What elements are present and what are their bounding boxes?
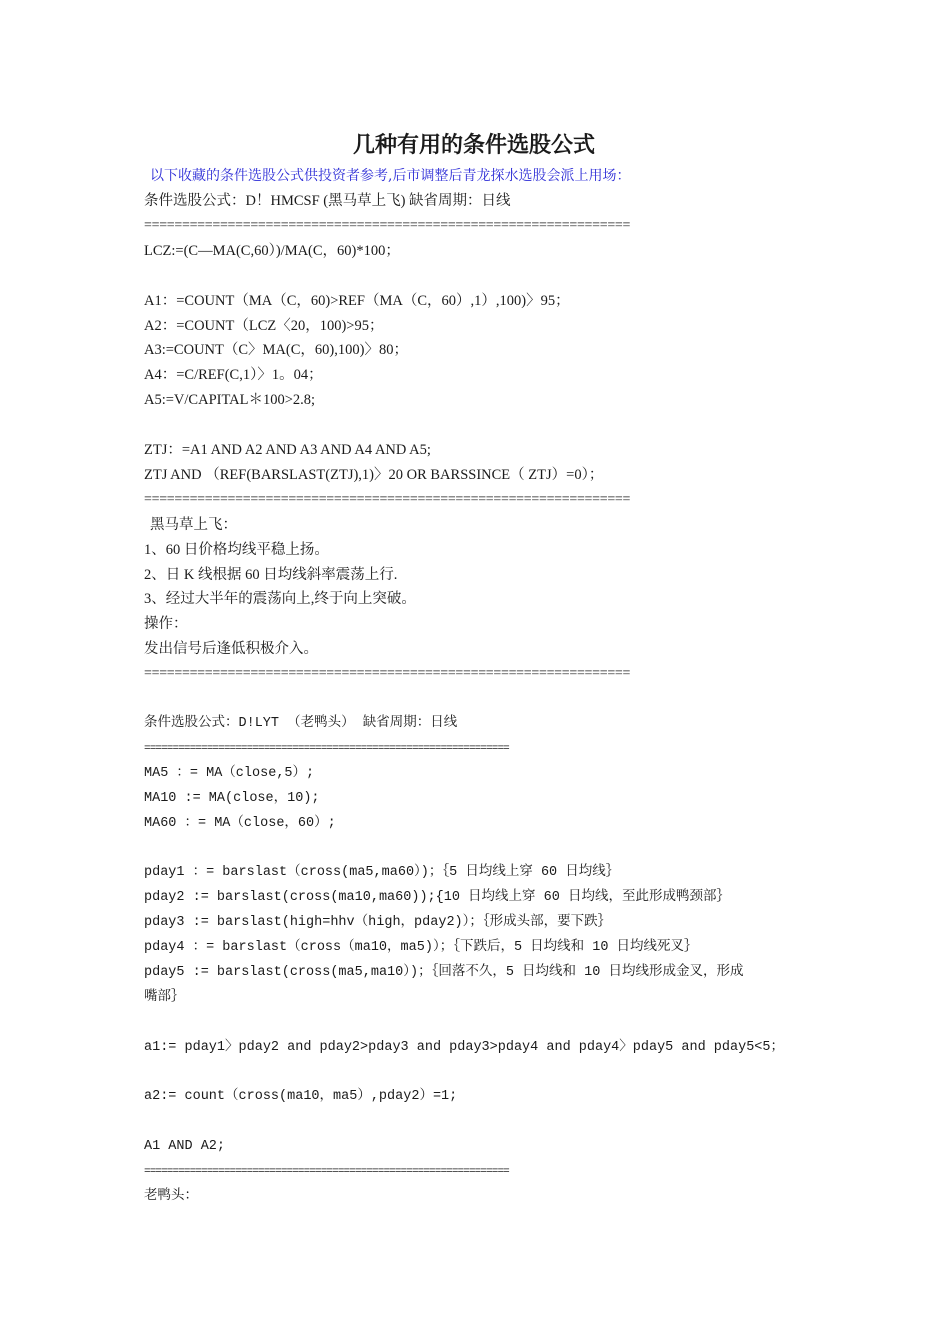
formula-line: MA10 := MA(close，10); [144,790,320,806]
page-subtitle: 以下收藏的条件选股公式供投资者参考,后市调整后青龙探水选股会派上用场： [150,168,631,184]
formula-line: ZTJ AND （REF(BARSLAST(ZTJ),1)〉20 OR BARSSINCE（ ZTJ）=0）； [144,466,604,483]
formula-line: LCZ:=(C—MA(C,60）)/MA(C，60)*100； [144,242,400,259]
description-title: 黑马草上飞： [150,516,237,533]
formula-line: A5:=V/CAPITAL＊100>2.8; [144,392,316,409]
section1-header: 条件选股公式：D！HMCSF (黑马草上飞) 缺省周期：日线 [144,193,511,209]
formula-line: A2：=COUNT（LCZ〈20，100)>95； [144,317,384,334]
blank-line [144,687,814,712]
formula-line: 嘴部｝ [144,989,185,1005]
formula-line: ZTJ：=A1 AND A2 AND A3 AND A4 AND A5; [144,442,431,459]
formula-line: pday5 := barslast(cross(ma5,ma10）)；｛回落不久，5 日均线和 10 日均线形成金叉，形成 [144,964,744,980]
formula-line: pday3 := barslast(high=hhv（high，pday2)）；｛形成头部，要下跌｝ [144,915,612,931]
description-line: 1、60 日价格均线平稳上扬。 [144,541,329,558]
formula-line: MA60 ：= MA（close，60）; [144,815,336,831]
separator: ================================================================ [144,491,631,507]
section2-footer: 老鸭头： [144,1189,198,1205]
blank-line [144,264,814,289]
formula-line: a1:= pday1〉pday2 and pday2>pday3 and pday3>pday4 and pday4〉pday5 and pday5<5； [144,1039,784,1055]
blank-line [144,1011,814,1036]
separator: ================================================================ [144,1166,509,1179]
description-line: 3、经过大半年的震荡向上,终于向上突破。 [144,591,416,608]
formula-line: MA5 ：= MA（close,5）; [144,765,315,781]
formula-line: A3:=COUNT（C〉MA(C，60),100)〉80； [144,342,408,359]
formula-line: pday1 ：= barslast（cross(ma5,ma60）)；｛5 日均线上穿 60 日均线｝ [144,865,620,881]
separator: ================================================================ [144,666,631,682]
description-line: 操作： [144,616,188,633]
formula-line: pday2 := barslast(cross(ma10,ma60));{10 日均线上穿 60 日均线，至此形成鸭颈部｝ [144,890,730,906]
formula-line: a2:= count（cross(ma10，ma5）,pday2）=1; [144,1089,458,1105]
description-line: 发出信号后逢低积极介入。 [144,641,318,658]
page-title: 几种有用的条件选股公式 [352,133,595,158]
section2-header: 条件选股公式：D!LYT （老鸭头） 缺省周期：日线 [144,715,458,731]
formula-line: A1：=COUNT（MA（C，60)>REF（MA（C，60）,1）,100)〉95； [144,292,570,309]
blank-line [144,1110,814,1135]
formula-line: A4：=C/REF(C,1）〉1。04； [144,367,323,384]
separator: ================================================================ [144,742,509,755]
description-line: 2、日 K 线根据 60 日均线斜率震荡上行. [144,566,398,583]
separator: ================================================================ [144,217,631,233]
blank-line [144,1061,814,1086]
blank-line [144,836,814,861]
blank-line [144,413,814,438]
formula-line: pday4 ：= barslast（cross（ma10，ma5)）；｛下跌后，5 日均线和 10 日均线死叉｝ [144,940,698,956]
document-content [144,128,814,1210]
formula-line: A1 AND A2; [144,1139,226,1155]
